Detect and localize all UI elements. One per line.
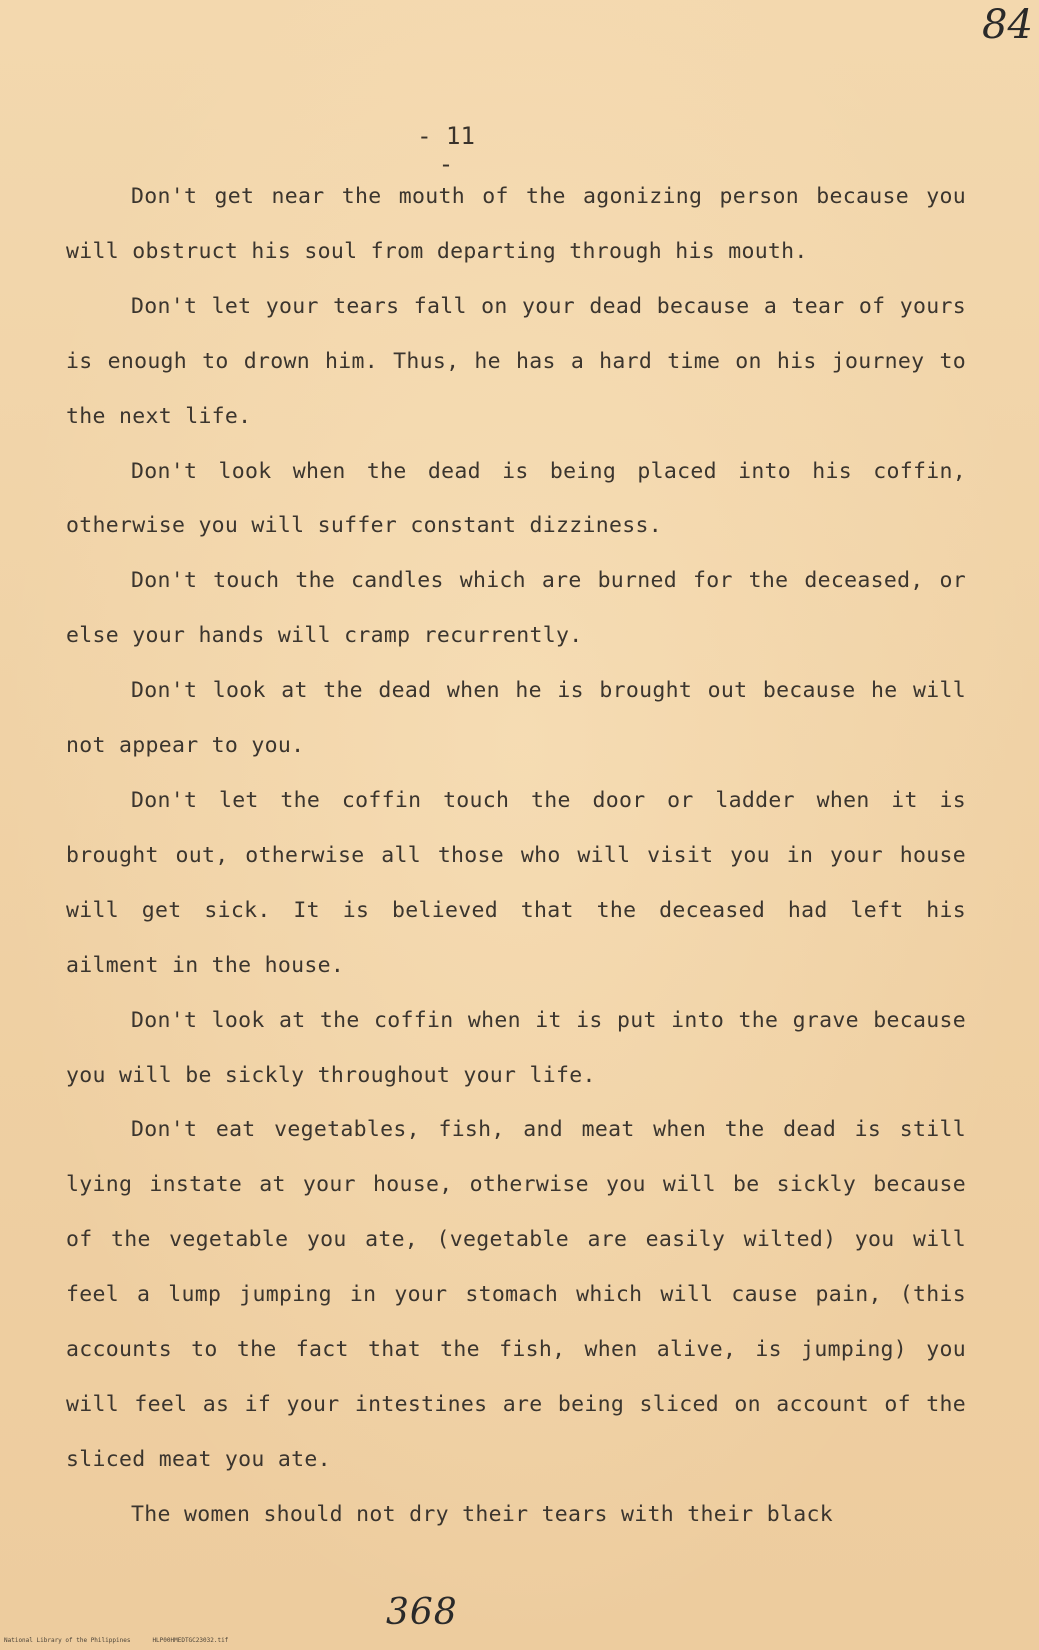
- paragraph-4: Don't touch the candles which are burned for the deceased, or else your hands will cramp recurrently.: [66, 568, 966, 649]
- footer-library-name: National Library of the Philippines: [4, 1637, 131, 1644]
- scan-footer: [4, 1637, 228, 1644]
- paragraph-3: Don't look when the dead is being placed into his coffin, otherwise you will suffer constant dizziness.: [66, 458, 966, 539]
- paragraph-2: Don't let your tears fall on your dead because a tear of yours is enough to drown him. Thus, he has a hard time on his journey to the next life.: [66, 293, 966, 429]
- footer-file-id: HLP00HMEDTGC23032.tif: [152, 1637, 229, 1644]
- paragraph-9: The women should not dry their tears with their black: [131, 1501, 833, 1527]
- paragraph-5: Don't look at the dead when he is brought out because he will not appear to you.: [66, 678, 966, 759]
- page-number: - 11 -: [417, 122, 475, 178]
- paragraph-1: Don't get near the mouth of the agonizing person because you will obstruct his soul from departing through his mouth.: [66, 184, 966, 264]
- handwritten-page-number: 368: [386, 1592, 458, 1633]
- body-text: [66, 170, 966, 1543]
- handwritten-folio-number: 84: [982, 2, 1033, 48]
- paragraph-7: Don't look at the coffin when it is put into the grave because you will be sickly throughout your life.: [66, 1007, 966, 1088]
- paragraph-8: Don't eat vegetables, fish, and meat when the dead is still lying instate at your house, otherwise you will be sickly because of the vegetable you ate, (vegetable are easily wilted) you will feel a lump jumping in your stomach which will cause pain, (this accounts to the fact that the fish, when alive, is jumping) you will feel as if your intestines are being sliced on account of the sliced meat you ate.: [66, 1117, 966, 1472]
- paragraph-6: Don't let the coffin touch the door or ladder when it is brought out, otherwise all those who will visit you in your house will get sick. It is believed that the deceased had left his ailment in the house.: [66, 787, 966, 978]
